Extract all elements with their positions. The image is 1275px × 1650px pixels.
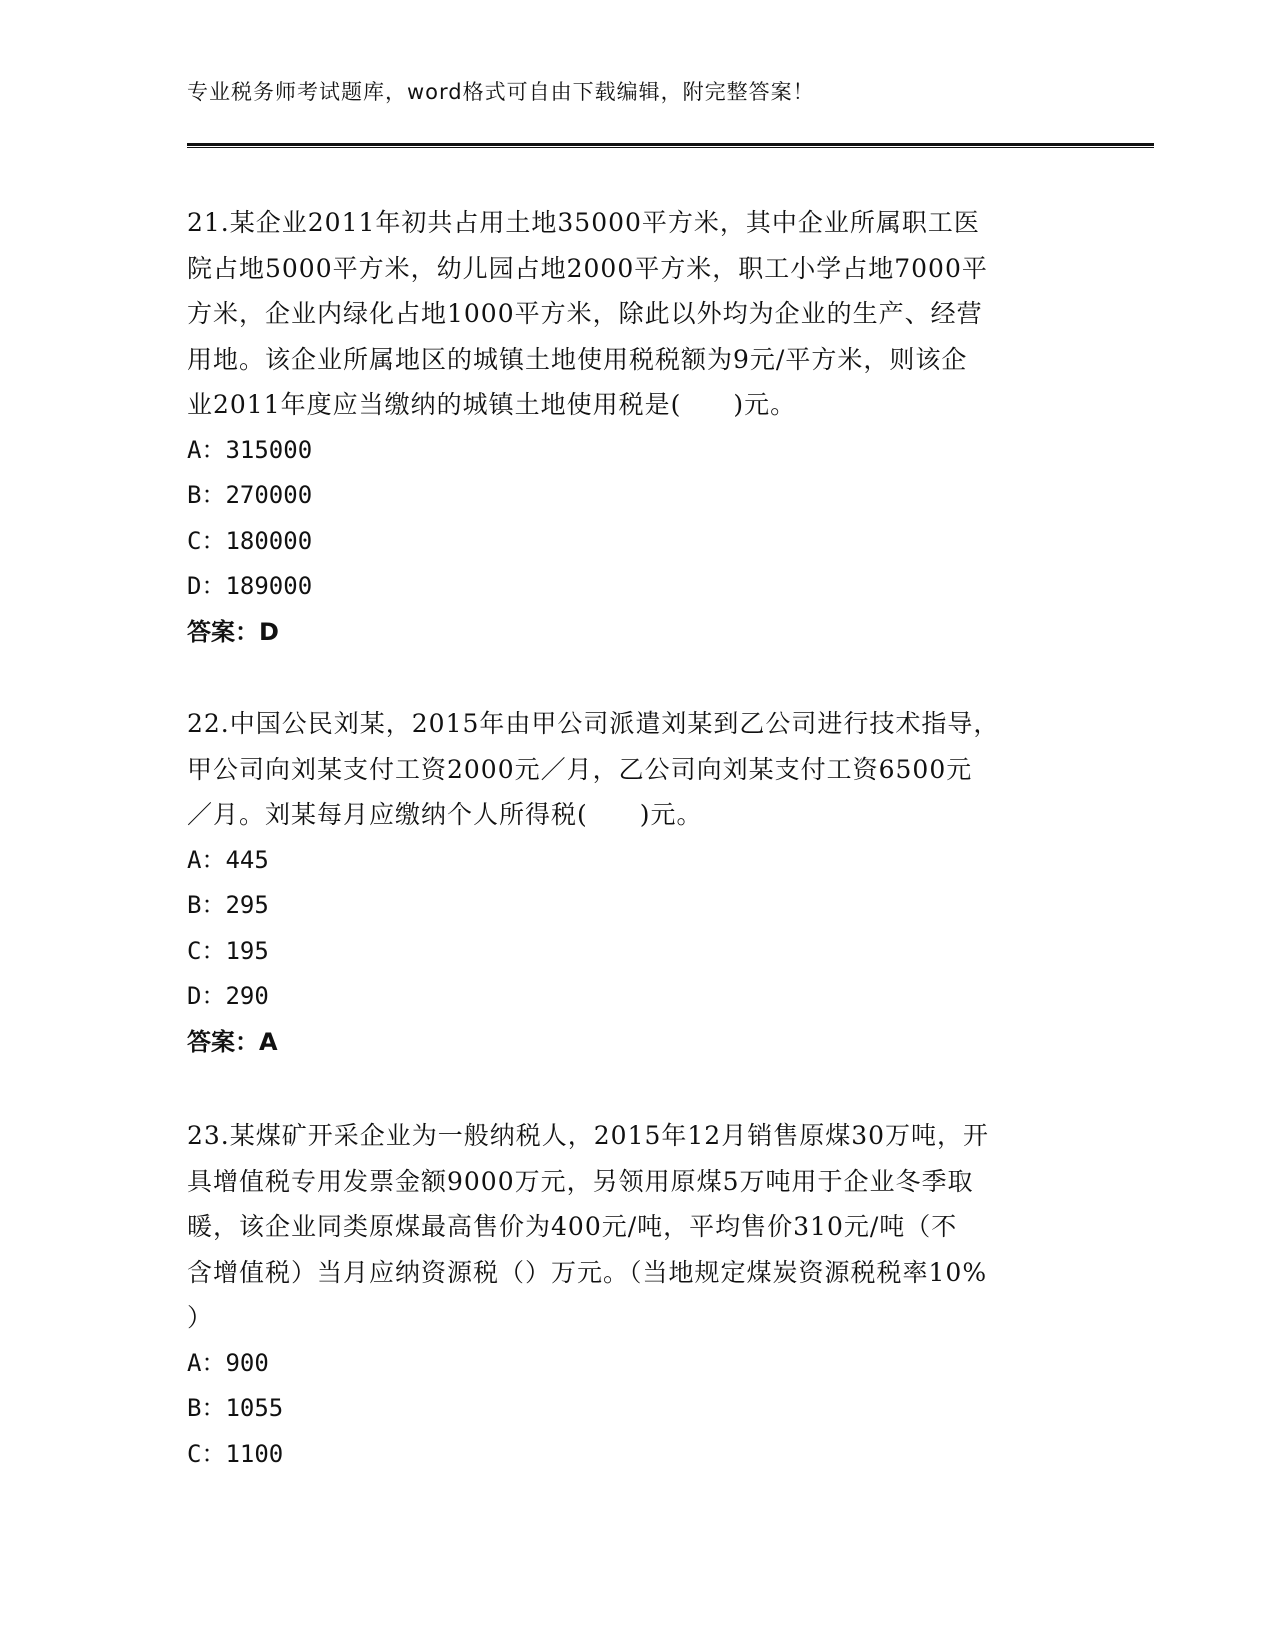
question-stem-line: 业2011年度应当缴纳的城镇土地使用税是( )元。 <box>187 390 797 419</box>
option-a: A：900 <box>187 1348 269 1377</box>
question-stem-line: 23.某煤矿开采企业为一般纳税人，2015年12月销售原煤30万吨，开 <box>187 1121 990 1150</box>
option-c: C：180000 <box>187 526 313 555</box>
question-stem-line: ／月。刘某每月应缴纳个人所得税( )元。 <box>187 800 703 829</box>
question-stem-line: 院占地5000平方米，幼儿园占地2000平方米，职工小学占地7000平 <box>187 253 988 283</box>
question-stem-line: 用地。该企业所属地区的城镇土地使用税税额为9元/平方米，则该企 <box>187 344 968 374</box>
option-c: C：1100 <box>187 1439 284 1468</box>
question-23 <box>187 1113 1087 1477</box>
question-stem-line: 21.某企业2011年初共占用土地35000平方米，其中企业所属职工医 <box>187 208 980 237</box>
question-stem-line: 暖，该企业同类原煤最高售价为400元/吨，平均售价310元/吨（不 <box>187 1212 958 1241</box>
option-d: D：189000 <box>187 572 313 600</box>
question-stem-line: 具增值税专用发票金额9000万元，另领用原煤5万吨用于企业冬季取 <box>187 1166 974 1196</box>
option-a: A：445 <box>187 845 269 874</box>
option-d: D：290 <box>187 982 269 1010</box>
question-stem-line: 含增值税）当月应纳资源税（）万元。（当地规定煤炭资源税税率10% <box>187 1257 988 1287</box>
question-stem-line: 方米，企业内绿化占地1000平方米，除此以外均为企业的生产、经营 <box>187 299 983 328</box>
question-stem-line: 22.中国公民刘某，2015年由甲公司派遣刘某到乙公司进行技术指导， <box>187 709 1000 738</box>
option-b: B：1055 <box>187 1394 284 1422</box>
question-21 <box>187 200 1087 655</box>
option-a: A：315000 <box>187 435 313 464</box>
header-divider <box>187 143 1154 148</box>
answer-label: 答案：A <box>187 1027 278 1056</box>
answer-label: 答案：D <box>187 617 279 646</box>
option-c: C：195 <box>187 936 269 965</box>
option-b: B：295 <box>187 891 269 919</box>
question-22 <box>187 701 1087 1065</box>
option-b: B：270000 <box>187 481 313 509</box>
question-stem-line: ） <box>187 1303 214 1332</box>
page-header: 专业税务师考试题库，word格式可自由下载编辑，附完整答案！ <box>187 80 815 104</box>
question-stem-line: 甲公司向刘某支付工资2000元／月，乙公司向刘某支付工资6500元 <box>187 754 973 784</box>
